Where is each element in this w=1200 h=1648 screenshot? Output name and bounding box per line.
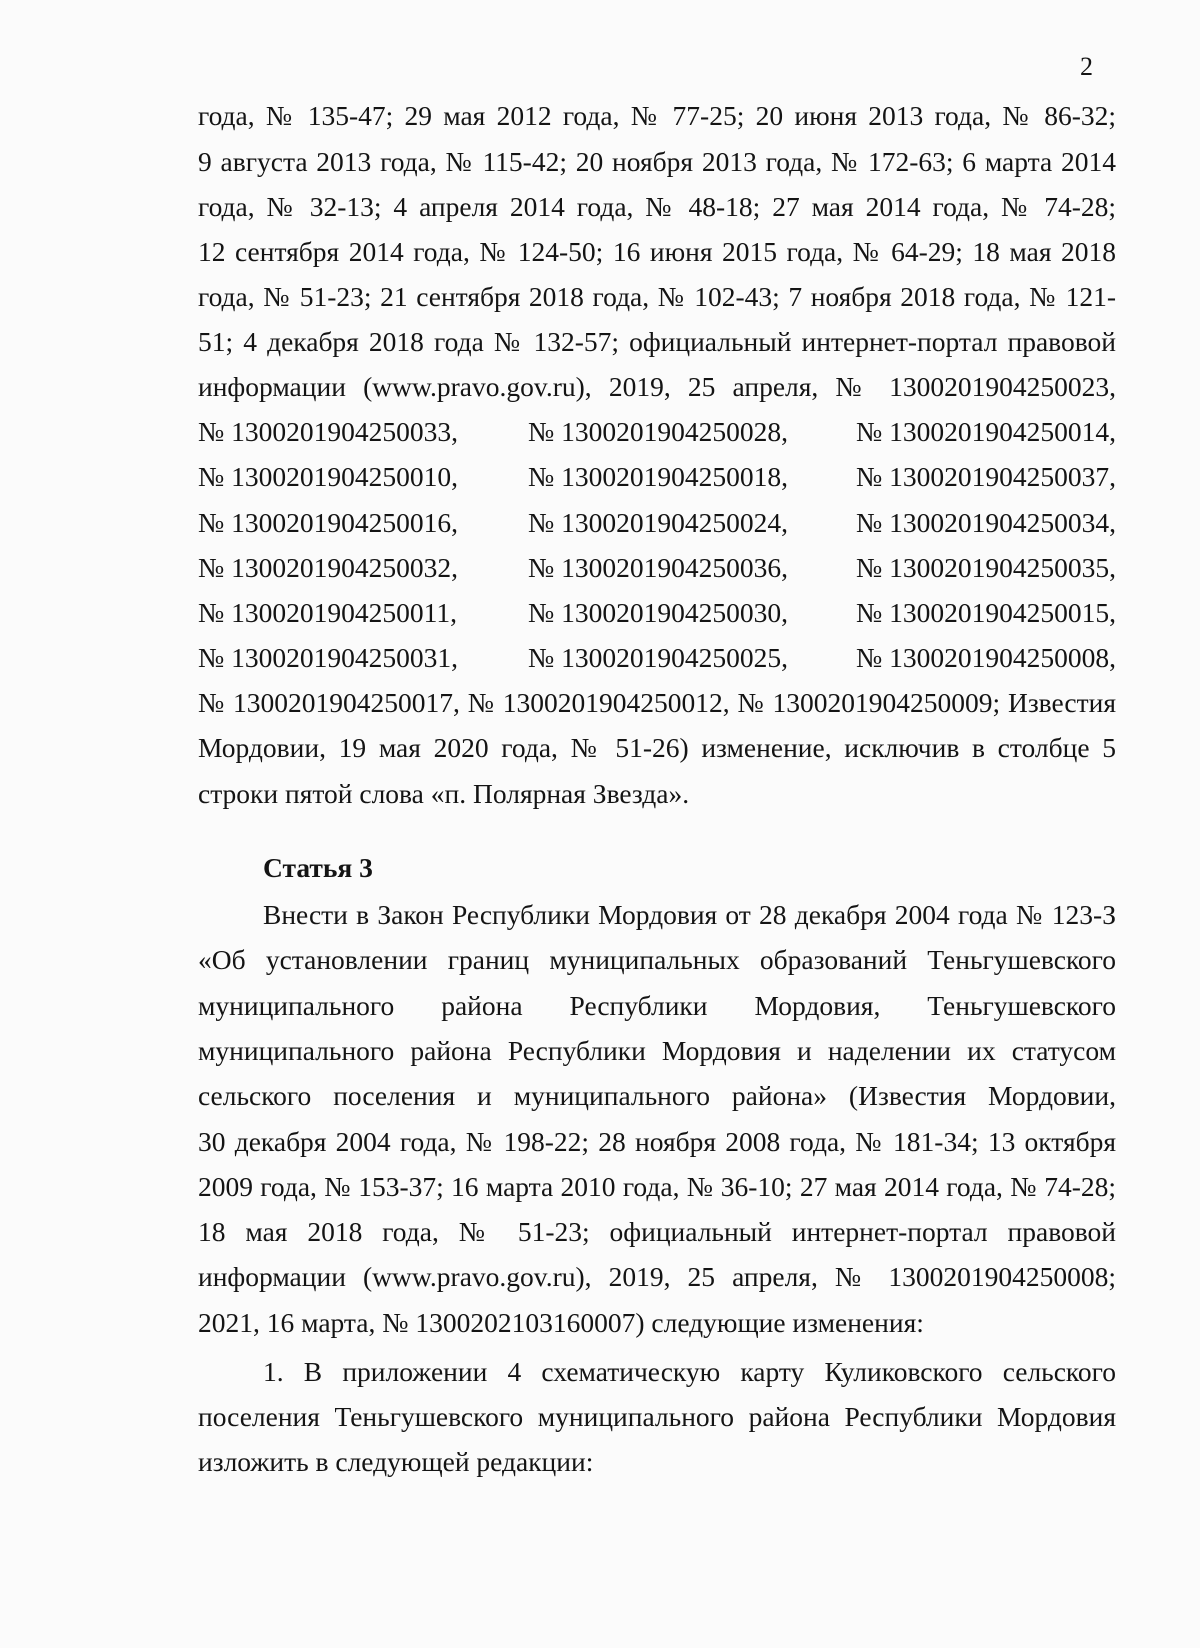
text-line: изложить в следующей редакции: xyxy=(198,1446,594,1477)
text-line: муниципального района Республики Мордовия, Теньгушевского xyxy=(198,990,1116,1021)
text-line: Мордовии, 19 мая 2020 года, № 51-26) изменение, исключив в столбце 5 xyxy=(198,732,1116,763)
text-line: поселения Теньгушевского муниципального района Республики Мордовия xyxy=(198,1401,1116,1432)
text-line: 2021, 16 марта, № 1300202103160007) следующие изменения: xyxy=(198,1307,924,1338)
number-cell: № 1300201904250011, xyxy=(198,597,457,628)
number-cell: № 1300201904250035, xyxy=(856,552,1116,583)
number-cell: № 1300201904250032, xyxy=(198,552,458,583)
number-cell: № 1300201904250037, xyxy=(856,461,1116,492)
text-line: Внести в Закон Республики Мордовия от 28 декабря 2004 года № 123-З xyxy=(263,899,1116,930)
text-line: года, № 51-23; 21 сентября 2018 года, № 102-43; 7 ноября 2018 года, № 121- xyxy=(198,281,1116,312)
text-line: 1. В приложении 4 схематическую карту Куликовского сельского xyxy=(263,1356,1116,1387)
number-cell: № 1300201904250033, xyxy=(198,416,458,447)
text-line: 18 мая 2018 года, № 51-23; официальный интернет-портал правовой xyxy=(198,1216,1116,1247)
text-line: № 1300201904250017, № 1300201904250012, № 1300201904250009; Известия xyxy=(198,687,1116,718)
text-line: 30 декабря 2004 года, № 198-22; 28 ноября 2008 года, № 181-34; 13 октября xyxy=(198,1126,1116,1157)
number-cell: № 1300201904250010, xyxy=(198,461,458,492)
number-cell: № 1300201904250014, xyxy=(856,416,1116,447)
text-line: года, № 32-13; 4 апреля 2014 года, № 48-18; 27 мая 2014 года, № 74-28; xyxy=(198,191,1116,222)
text-line: 51; 4 декабря 2018 года № 132-57; официальный интернет-портал правовой xyxy=(198,326,1116,357)
number-cell: № 1300201904250018, xyxy=(528,461,788,492)
text-line: 9 августа 2013 года, № 115-42; 20 ноября 2013 года, № 172-63; 6 марта 2014 xyxy=(198,146,1116,177)
number-cell: № 1300201904250024, xyxy=(528,507,788,538)
article-heading: Статья 3 xyxy=(263,852,373,883)
text-line: информации (www.pravo.gov.ru), 2019, 25 апреля, № 1300201904250023, xyxy=(198,371,1116,402)
number-cell: № 1300201904250034, xyxy=(856,507,1116,538)
number-cell: № 1300201904250016, xyxy=(198,507,458,538)
number-cell: № 1300201904250031, xyxy=(198,642,458,673)
text-line: 2009 года, № 153-37; 16 марта 2010 года, № 36-10; 27 мая 2014 года, № 74-28; xyxy=(198,1171,1116,1202)
text-line: «Об установлении границ муниципальных образований Теньгушевского xyxy=(198,944,1116,975)
text-line: сельского поселения и муниципального района» (Известия Мордовии, xyxy=(198,1080,1116,1111)
text-line: информации (www.pravo.gov.ru), 2019, 25 апреля, № 1300201904250008; xyxy=(198,1261,1116,1292)
number-cell: № 1300201904250030, xyxy=(528,597,788,628)
number-cell: № 1300201904250028, xyxy=(528,416,788,447)
number-cell: № 1300201904250015, xyxy=(856,597,1116,628)
text-line: года, № 135-47; 29 мая 2012 года, № 77-25; 20 июня 2013 года, № 86-32; xyxy=(198,100,1116,131)
page-number: 2 xyxy=(1080,52,1093,81)
text-line: 12 сентября 2014 года, № 124-50; 16 июня 2015 года, № 64-29; 18 мая 2018 xyxy=(198,236,1116,267)
number-cell: № 1300201904250025, xyxy=(528,642,788,673)
text-line: строки пятой слова «п. Полярная Звезда». xyxy=(198,778,690,809)
number-cell: № 1300201904250008, xyxy=(856,642,1116,673)
number-cell: № 1300201904250036, xyxy=(528,552,788,583)
text-line: муниципального района Республики Мордовия и наделении их статусом xyxy=(198,1035,1116,1066)
